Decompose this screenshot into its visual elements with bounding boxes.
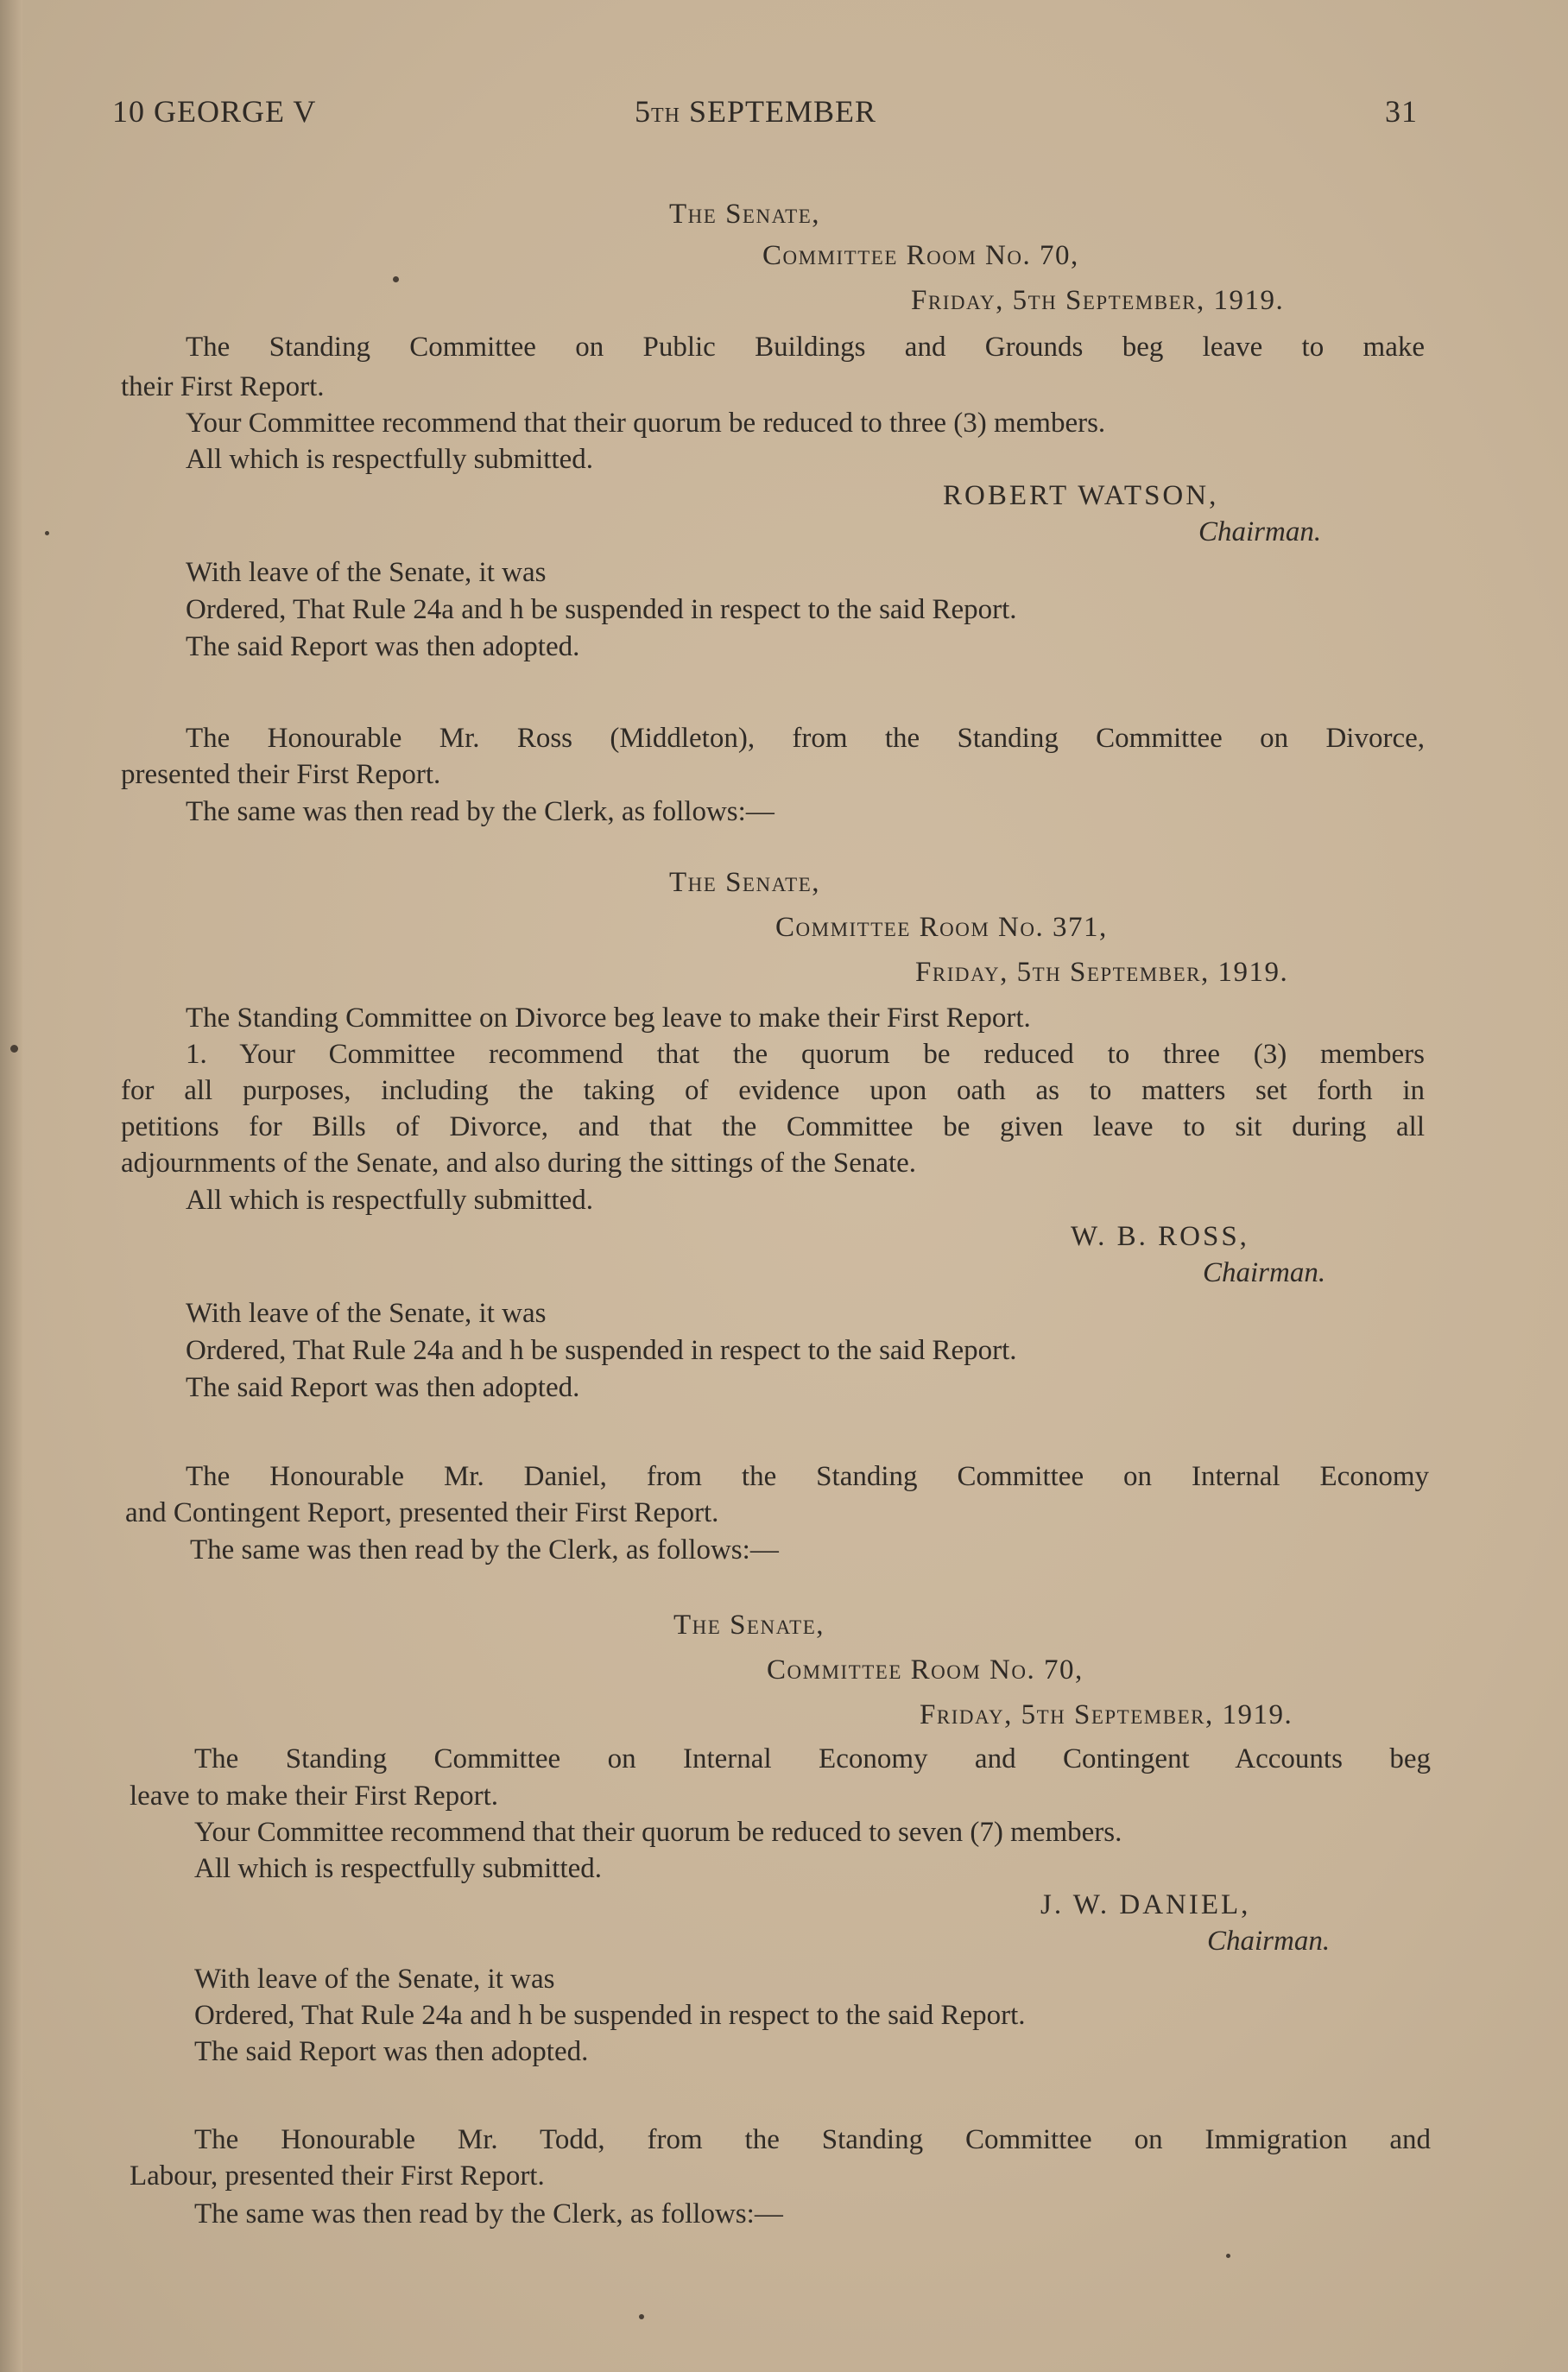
report1-ordered: Ordered, That Rule 24a and h be suspended in respect to the said Report. [186, 594, 1017, 625]
report1-para1-line2: their First Report. [121, 371, 325, 402]
report3-para1-line1: The Standing Committee on Internal Economy and Contingent Accounts beg [194, 1743, 1431, 1774]
report3-adopted: The said Report was then adopted. [194, 2036, 589, 2067]
intro4-line2: Labour, presented their First Report. [130, 2160, 545, 2192]
report1-address-line1: The Senate, [669, 199, 820, 230]
report3-para2: Your Committee recommend that their quorum be reduced to seven (7) members. [194, 1817, 1122, 1848]
report2-para2-line2: for all purposes, including the taking of evidence upon oath as to matters set forth in [121, 1075, 1425, 1106]
intro3-line2: and Contingent Report, presented their First Report. [125, 1497, 719, 1528]
intro3-line3: The same was then read by the Clerk, as follows:— [190, 1534, 779, 1566]
paper-speck [1226, 2254, 1230, 2258]
page-number: 31 [1385, 94, 1418, 129]
report2-ordered: Ordered, That Rule 24a and h be suspended in respect to the said Report. [186, 1335, 1017, 1366]
intro2-line3: The same was then read by the Clerk, as follows:— [186, 796, 775, 827]
report1-para3: All which is respectfully submitted. [186, 444, 594, 475]
report1-signature-title: Chairman. [1198, 516, 1322, 547]
report2-para2-line1: 1. Your Committee recommend that the quorum be reduced to three (3) members [186, 1039, 1425, 1070]
report3-address-line2: Committee Room No. 70, [767, 1654, 1084, 1686]
report1-adopted: The said Report was then adopted. [186, 631, 580, 662]
report2-signature: W. B. ROSS, [1071, 1221, 1249, 1252]
report1-leave: With leave of the Senate, it was [186, 557, 547, 588]
paper-speck [45, 531, 49, 535]
report1-address-line3: Friday, 5th September, 1919. [911, 285, 1285, 316]
header-center [635, 93, 876, 130]
report2-address-line3: Friday, 5th September, 1919. [915, 957, 1289, 988]
paper-speck [10, 1045, 18, 1053]
report3-signature-title: Chairman. [1207, 1926, 1331, 1957]
header-date-suffix: TH [651, 104, 680, 127]
intro2-line1: The Honourable Mr. Ross (Middleton), from the Standing Committee on Divorce, [186, 723, 1425, 754]
intro4-line1: The Honourable Mr. Todd, from the Standing Committee on Immigration and [194, 2124, 1431, 2155]
report1-address-line2: Committee Room No. 70, [762, 240, 1079, 271]
report2-para1: The Standing Committee on Divorce beg leave to make their First Report. [186, 1003, 1031, 1034]
header-date-num: 5 [635, 94, 651, 129]
report2-para2-line4: adjournments of the Senate, and also during the sittings of the Senate. [121, 1148, 917, 1179]
paper-speck [393, 276, 399, 282]
report2-address-line2: Committee Room No. 371, [775, 912, 1108, 943]
report2-adopted: The said Report was then adopted. [186, 1372, 580, 1403]
header-left: 10 GEORGE V [112, 94, 317, 129]
report3-address-line1: The Senate, [673, 1610, 825, 1641]
intro2-line2: presented their First Report. [121, 759, 441, 790]
report2-para3: All which is respectfully submitted. [186, 1185, 594, 1216]
report3-signature: J. W. DANIEL, [1040, 1889, 1251, 1920]
report3-address-line3: Friday, 5th September, 1919. [920, 1699, 1293, 1730]
intro4-line3: The same was then read by the Clerk, as follows:— [194, 2198, 783, 2230]
report1-para1-line1: The Standing Committee on Public Buildings and Grounds beg leave to make [186, 332, 1425, 363]
report3-leave: With leave of the Senate, it was [194, 1964, 555, 1995]
report2-signature-title: Chairman. [1203, 1257, 1326, 1288]
report1-signature: ROBERT WATSON, [943, 480, 1219, 511]
header-month: SEPTEMBER [680, 94, 877, 129]
report3-para3: All which is respectfully submitted. [194, 1853, 603, 1884]
report3-para1-line2: leave to make their First Report. [130, 1781, 499, 1812]
report2-para2-line3: petitions for Bills of Divorce, and that the Committee be given leave to sit during all [121, 1111, 1425, 1142]
report3-ordered: Ordered, That Rule 24a and h be suspended in respect to the said Report. [194, 2000, 1026, 2031]
report2-address-line1: The Senate, [669, 867, 820, 898]
report1-para2: Your Committee recommend that their quorum be reduced to three (3) members. [186, 408, 1106, 439]
page-edge-shadow [0, 0, 22, 2372]
intro3-line1: The Honourable Mr. Daniel, from the Standing Committee on Internal Economy [186, 1461, 1429, 1492]
paper-speck [639, 2314, 644, 2319]
report2-leave: With leave of the Senate, it was [186, 1298, 547, 1329]
